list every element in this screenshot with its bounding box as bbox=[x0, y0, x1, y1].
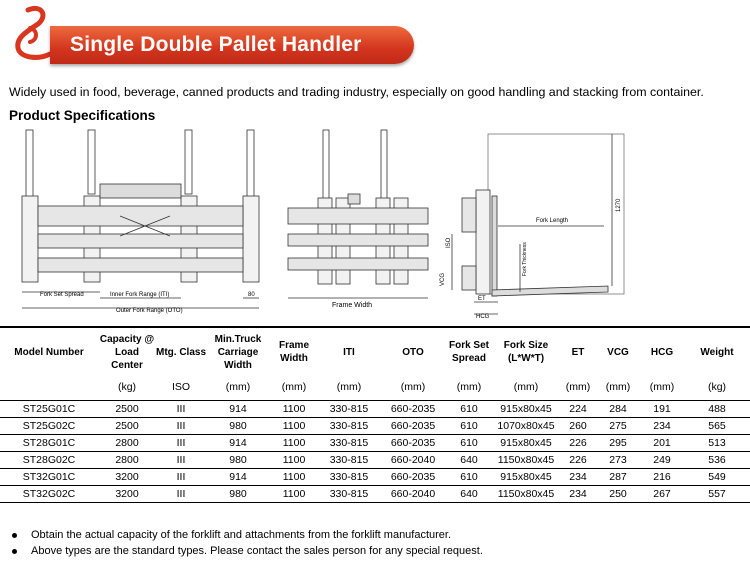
table-cell: 1100 bbox=[270, 418, 318, 435]
note-text: Obtain the actual capacity of the forklift and attachments from the forklift manufacturer. bbox=[31, 529, 452, 541]
header-cell: Fork Set Spread bbox=[448, 340, 489, 364]
table-cell: 191 bbox=[640, 401, 684, 418]
table-row bbox=[0, 486, 750, 503]
table-cell: 330-815 bbox=[318, 452, 380, 469]
bullet-icon bbox=[12, 549, 17, 554]
table-cell: 1100 bbox=[270, 486, 318, 503]
header-cell: OTO bbox=[402, 346, 424, 358]
table-cell: 610 bbox=[446, 435, 492, 452]
unit-cell bbox=[0, 374, 98, 401]
table-cell: 660-2035 bbox=[380, 401, 446, 418]
unit-cell: (mm) bbox=[270, 374, 318, 401]
unit-cell: (mm) bbox=[492, 374, 560, 401]
table-cell: 2500 bbox=[98, 401, 156, 418]
table-cell: 660-2035 bbox=[380, 435, 446, 452]
header-cell: ITI bbox=[343, 346, 355, 358]
unit-cell: ISO bbox=[156, 374, 206, 401]
table-cell: 330-815 bbox=[318, 486, 380, 503]
table-cell: 610 bbox=[446, 418, 492, 435]
table-cell: ST32G02C bbox=[0, 486, 98, 503]
table-cell: 640 bbox=[446, 452, 492, 469]
header-cell: VCG bbox=[607, 346, 629, 358]
note-text: Above types are the standard types. Please contact the sales person for any special request. bbox=[31, 545, 483, 557]
unit-cell: (kg) bbox=[684, 374, 750, 401]
table-cell: 915x80x45 bbox=[492, 401, 560, 418]
table-cell: 234 bbox=[560, 486, 596, 503]
company-logo-icon bbox=[8, 2, 56, 64]
table-cell: 273 bbox=[596, 452, 640, 469]
table-cell: 488 bbox=[684, 401, 750, 418]
table-row bbox=[0, 418, 750, 435]
list-item bbox=[12, 543, 483, 559]
header-cell: Weight bbox=[700, 346, 734, 358]
table-cell: 914 bbox=[206, 401, 270, 418]
unit-cell: (mm) bbox=[318, 374, 380, 401]
table-cell: 660-2040 bbox=[380, 452, 446, 469]
table-header-row bbox=[0, 330, 750, 374]
inner-fork-range-label: Inner Fork Range (ITI) bbox=[110, 292, 170, 298]
table-cell: ST28G01C bbox=[0, 435, 98, 452]
header-cell: Capacity @ Load Center bbox=[99, 333, 155, 371]
table-cell: 250 bbox=[596, 486, 640, 503]
table-cell: 295 bbox=[596, 435, 640, 452]
rear-view-drawing bbox=[288, 130, 428, 298]
table-cell: III bbox=[156, 452, 206, 469]
table-cell: 660-2040 bbox=[380, 486, 446, 503]
table-cell: 267 bbox=[640, 486, 684, 503]
fork-set-spread-label: Fork Set Spread bbox=[40, 292, 84, 298]
table-cell: 1150x80x45 bbox=[492, 486, 560, 503]
table-cell: 330-815 bbox=[318, 401, 380, 418]
section-title: Product Specifications bbox=[9, 108, 156, 123]
unit-cell: (mm) bbox=[380, 374, 446, 401]
table-row bbox=[0, 435, 750, 452]
table-cell: 234 bbox=[640, 418, 684, 435]
table-cell: 1070x80x45 bbox=[492, 418, 560, 435]
table-cell: 260 bbox=[560, 418, 596, 435]
table-cell: 660-2035 bbox=[380, 469, 446, 486]
table-cell: ST32G01C bbox=[0, 469, 98, 486]
table-cell: 610 bbox=[446, 469, 492, 486]
technical-drawings bbox=[0, 126, 750, 322]
table-cell: 660-2035 bbox=[380, 418, 446, 435]
et-label: ET bbox=[478, 296, 486, 302]
page-title: Single Double Pallet Handler bbox=[70, 33, 362, 56]
unit-cell: (mm) bbox=[206, 374, 270, 401]
table-cell: 980 bbox=[206, 486, 270, 503]
table-cell: 249 bbox=[640, 452, 684, 469]
table-cell: 3200 bbox=[98, 486, 156, 503]
header-cell: Frame Width bbox=[278, 340, 309, 364]
iso-label: ISO bbox=[446, 237, 452, 248]
header-cell: Fork Size (L*W*T) bbox=[503, 340, 549, 364]
table-row bbox=[0, 401, 750, 418]
header-cell: ET bbox=[571, 346, 585, 358]
side-view-drawing bbox=[452, 134, 624, 314]
table-cell: 536 bbox=[684, 452, 750, 469]
header-cell: Min.Truck Carriage Width bbox=[214, 333, 262, 371]
table-cell: 1100 bbox=[270, 401, 318, 418]
table-cell: III bbox=[156, 418, 206, 435]
unit-cell: (kg) bbox=[98, 374, 156, 401]
notes-list bbox=[12, 527, 483, 559]
outer-fork-range-label: Outer Fork Range (OTO) bbox=[116, 308, 183, 314]
vcg-label: VCG bbox=[440, 272, 446, 286]
fork-thickness-label: Fork Thickness bbox=[522, 242, 528, 276]
hcg-label: HCG bbox=[476, 314, 490, 320]
table-cell: 2800 bbox=[98, 452, 156, 469]
table-cell: 2500 bbox=[98, 418, 156, 435]
table-row bbox=[0, 452, 750, 469]
table-cell: 557 bbox=[684, 486, 750, 503]
table-cell: 284 bbox=[596, 401, 640, 418]
table-cell: ST25G02C bbox=[0, 418, 98, 435]
table-units-row bbox=[0, 374, 750, 401]
table-cell: 1100 bbox=[270, 452, 318, 469]
table-cell: ST28G02C bbox=[0, 452, 98, 469]
unit-cell: (mm) bbox=[640, 374, 684, 401]
unit-cell: (mm) bbox=[560, 374, 596, 401]
table-cell: 216 bbox=[640, 469, 684, 486]
table-cell: 914 bbox=[206, 435, 270, 452]
table-cell: III bbox=[156, 469, 206, 486]
dim-80-label: 80 bbox=[248, 292, 255, 298]
table-cell: ST25G01C bbox=[0, 401, 98, 418]
table-cell: 201 bbox=[640, 435, 684, 452]
unit-cell: (mm) bbox=[596, 374, 640, 401]
fork-length-label: Fork Length bbox=[536, 218, 569, 224]
frame-width-label: Frame Width bbox=[332, 302, 373, 309]
table-cell: 565 bbox=[684, 418, 750, 435]
header-cell: Mtg. Class bbox=[156, 346, 207, 358]
table-cell: 226 bbox=[560, 452, 596, 469]
front-view-drawing bbox=[22, 130, 259, 308]
table-row bbox=[0, 469, 750, 486]
table-cell: 915x80x45 bbox=[492, 469, 560, 486]
table-cell: 1150x80x45 bbox=[492, 452, 560, 469]
table-top-rule bbox=[0, 326, 750, 328]
table-cell: 224 bbox=[560, 401, 596, 418]
table-cell: III bbox=[156, 486, 206, 503]
table-cell: 1100 bbox=[270, 469, 318, 486]
header-cell: HCG bbox=[650, 346, 674, 358]
table-cell: 226 bbox=[560, 435, 596, 452]
unit-cell: (mm) bbox=[446, 374, 492, 401]
table-cell: 1100 bbox=[270, 435, 318, 452]
table-cell: 330-815 bbox=[318, 469, 380, 486]
table-cell: 234 bbox=[560, 469, 596, 486]
table-cell: III bbox=[156, 435, 206, 452]
table-cell: 3200 bbox=[98, 469, 156, 486]
table-cell: 287 bbox=[596, 469, 640, 486]
table-cell: 330-815 bbox=[318, 435, 380, 452]
table-cell: 330-815 bbox=[318, 418, 380, 435]
list-item bbox=[12, 527, 483, 543]
table-cell: 914 bbox=[206, 469, 270, 486]
table-cell: 513 bbox=[684, 435, 750, 452]
header-cell: Model Number bbox=[14, 346, 84, 358]
table-cell: 980 bbox=[206, 452, 270, 469]
dim-1270-label: 1270 bbox=[616, 198, 622, 212]
table-cell: 915x80x45 bbox=[492, 435, 560, 452]
intro-text: Widely used in food, beverage, canned products and trading industry, especially on good handling and stacking from container. bbox=[9, 85, 704, 99]
bullet-icon bbox=[12, 533, 17, 538]
table-cell: 980 bbox=[206, 418, 270, 435]
table-cell: 275 bbox=[596, 418, 640, 435]
table-cell: III bbox=[156, 401, 206, 418]
specifications-table bbox=[0, 330, 750, 503]
table-cell: 549 bbox=[684, 469, 750, 486]
table-cell: 610 bbox=[446, 401, 492, 418]
table-cell: 2800 bbox=[98, 435, 156, 452]
table-cell: 640 bbox=[446, 486, 492, 503]
